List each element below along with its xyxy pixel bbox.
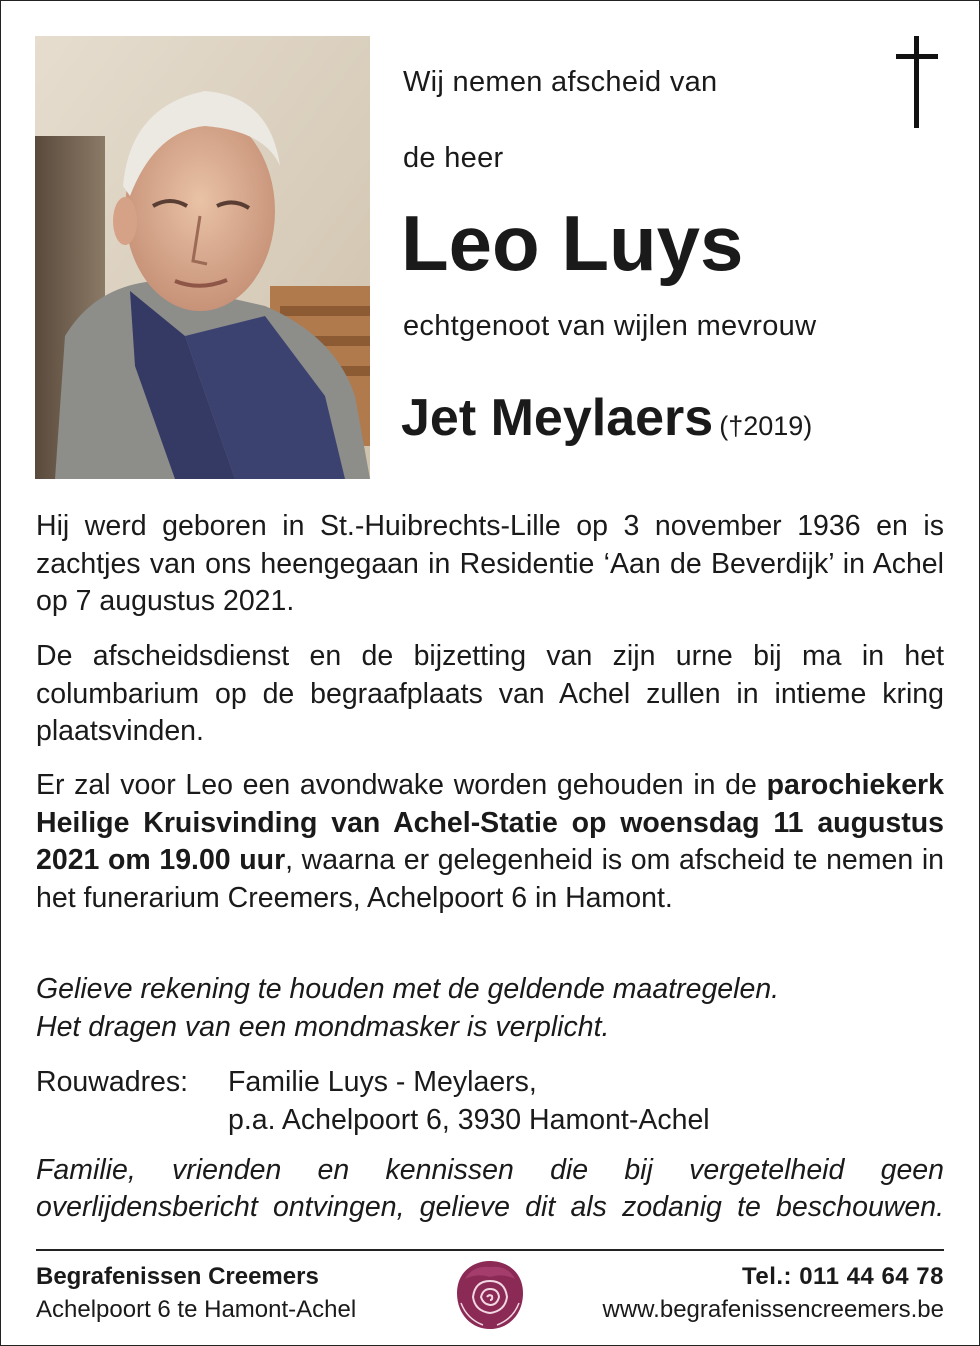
wake-location-date: parochiekerk Heilige Kruisvinding van Achel-Statie op woensdag 11 augustus 2021 om 19.00 uur	[36, 769, 944, 876]
company-name: Begrafenissen Creemers	[36, 1263, 319, 1290]
birth-paragraph: Hij werd geboren in St.-Huibrechts-Lille op 3 november 1936 en is zachtjes van ons heengegaan in Residentie ‘Aan de Beverdijk’ in Achel op 7 augustus 2021.	[36, 510, 944, 617]
address-line-2: p.a. Achelpoort 6, 3930 Hamont-Achel	[228, 1104, 710, 1136]
rose-icon	[453, 1257, 527, 1333]
company-address: Achelpoort 6 te Hamont-Achel	[36, 1296, 357, 1323]
spouse-death-year: (†2019)	[719, 411, 813, 441]
title-line: de heer	[403, 142, 504, 174]
address-line-1: Familie Luys - Meylaers,	[228, 1066, 537, 1098]
company-phone: Tel.: 011 44 64 78	[741, 1263, 944, 1290]
footer-divider	[36, 1249, 944, 1251]
measures-paragraph	[36, 971, 944, 1046]
wake-paragraph	[36, 767, 944, 917]
service-paragraph: De afscheidsdienst en de bijzetting van zijn urne bij ma in het columbarium op de begraafplaats van Achel zullen in intieme kring plaatsvinden.	[36, 640, 944, 747]
portrait-illustration	[35, 36, 370, 479]
spouse-name-line	[401, 388, 812, 448]
wake-rest: , waarna er gelegenheid is om afscheid te nemen in het funerarium Creemers, Achelpoort 6 in Hamont.	[36, 844, 944, 914]
relation-line: echtgenoot van wijlen mevrouw	[403, 310, 817, 342]
deceased-name: Leo Luys	[401, 199, 744, 287]
spouse-name: Jet Meylaers	[401, 389, 714, 447]
intro-line: Wij nemen afscheid van	[403, 66, 718, 98]
company-website[interactable]: www.begrafenissencreemers.be	[602, 1296, 944, 1323]
closing-note: Familie, vrienden en kennissen die bij vergetelheid geen overlijdensbericht ontvingen, gelieve dit als zodanig te beschouwen.	[36, 1154, 944, 1223]
wake-intro: Er zal voor Leo een avondwake worden gehouden in de	[36, 769, 757, 801]
address-label: Rouwadres:	[36, 1066, 189, 1098]
cross-icon	[892, 36, 942, 128]
measures-line-1: Gelieve rekening te houden met de geldende maatregelen.	[36, 973, 780, 1005]
portrait-photo	[35, 36, 370, 479]
measures-line-2: Het dragen van een mondmasker is verplicht.	[36, 1010, 610, 1043]
